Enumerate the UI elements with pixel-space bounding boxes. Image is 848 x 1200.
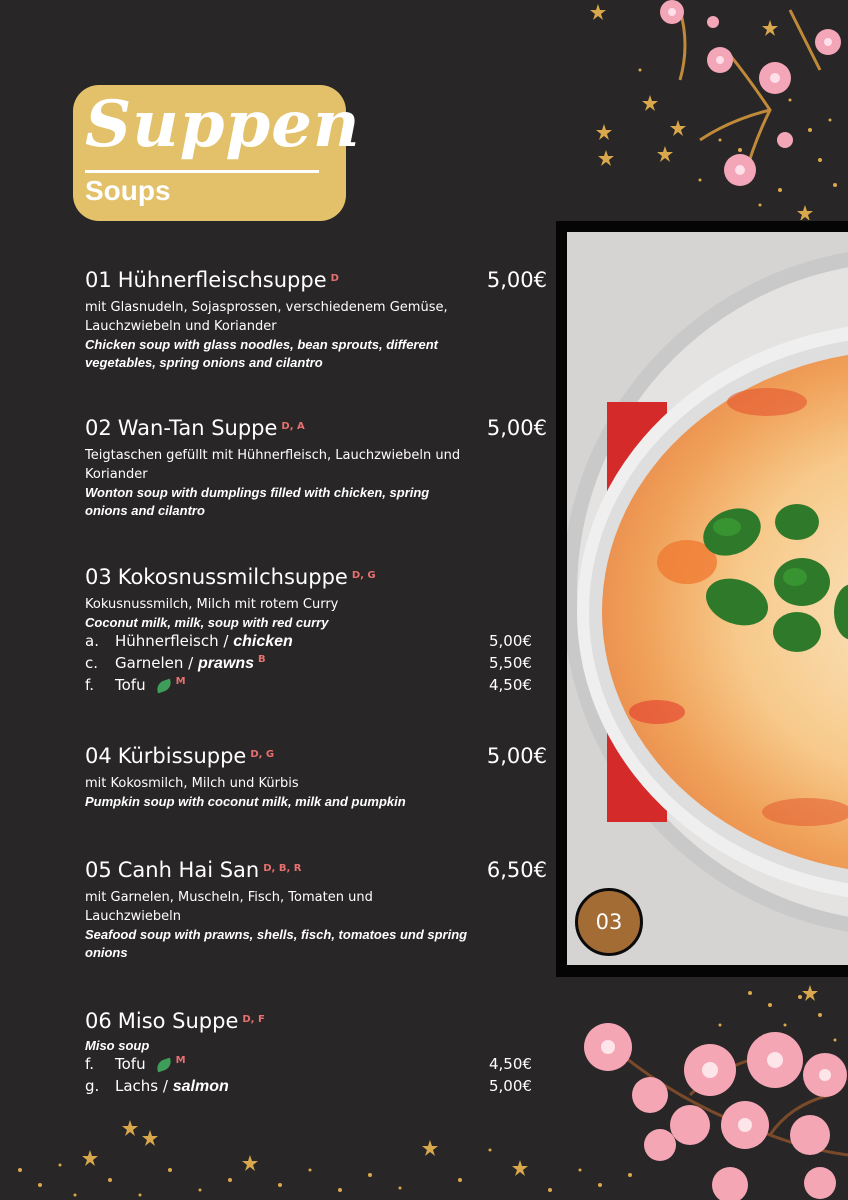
allergen-codes: M xyxy=(175,676,186,687)
soup-photo-frame xyxy=(556,221,848,977)
item-description-de: mit Garnelen, Muscheln, Fisch, Tomaten und Lauchzwiebeln xyxy=(85,890,373,924)
soup-photo-illustration xyxy=(567,232,848,965)
item-number: 01 xyxy=(85,268,112,292)
variant-name xyxy=(115,676,186,694)
item-description-de: mit Glasnudeln, Sojasprossen, verschiedenem Gemüse, Lauchzwiebeln und Koriander xyxy=(85,300,448,334)
variant-name-de: Lachs / xyxy=(115,1077,168,1095)
variant-name-de: Tofu xyxy=(115,676,146,694)
cherry-blossom-bottom-decoration xyxy=(570,985,848,1200)
variant-name-en: prawns xyxy=(197,655,254,672)
item-description-en: Miso soup xyxy=(85,1038,150,1053)
menu-item-04 xyxy=(85,744,555,811)
variant-row xyxy=(85,654,555,676)
variant-price: 5,00€ xyxy=(489,1077,532,1095)
variant-price: 4,50€ xyxy=(489,1055,532,1073)
variant-name-de: Garnelen / xyxy=(115,654,194,672)
item-name: Miso Suppe xyxy=(117,1009,239,1033)
item-number: 05 xyxy=(85,858,112,882)
allergen-codes: B xyxy=(257,654,266,665)
item-description-en: Coconut milk, milk, soup with red curry xyxy=(85,615,329,630)
variant-price: 5,50€ xyxy=(489,654,532,672)
item-name: Kürbissuppe xyxy=(117,744,247,768)
photo-item-badge: 03 xyxy=(575,888,643,956)
allergen-codes: D, A xyxy=(281,420,305,432)
item-name: Wan-Tan Suppe xyxy=(117,416,278,440)
item-description-en: Pumpkin soup with coconut milk, milk and pumpkin xyxy=(85,794,406,809)
variant-name xyxy=(115,632,293,651)
menu-item-01 xyxy=(85,268,555,372)
variant-row xyxy=(85,676,555,698)
cherry-blossom-top-decoration xyxy=(580,0,848,220)
item-name: Kokosnussmilchsuppe xyxy=(117,565,348,589)
variant-name xyxy=(115,654,266,673)
variant-name-en: chicken xyxy=(233,633,293,650)
variant-letter: f. xyxy=(85,1055,94,1073)
menu-item-03 xyxy=(85,565,555,698)
variant-letter: a. xyxy=(85,632,99,650)
allergen-codes: D, G xyxy=(250,748,275,760)
menu-item-02 xyxy=(85,416,555,520)
variant-name-de: Hühnerfleisch / xyxy=(115,632,229,650)
variant-row xyxy=(85,1077,555,1099)
variant-name xyxy=(115,1055,186,1073)
variant-letter: g. xyxy=(85,1077,100,1095)
soup-photo xyxy=(567,232,848,965)
item-description-en: Seafood soup with prawns, shells, fisch, tomatoes und spring onions xyxy=(85,927,468,960)
variant-letter: f. xyxy=(85,676,94,694)
variant-price: 4,50€ xyxy=(489,676,532,694)
leaf-icon xyxy=(154,678,172,693)
menu-item-06 xyxy=(85,1009,555,1099)
item-price: 5,00€ xyxy=(486,416,547,440)
variant-price: 5,00€ xyxy=(489,632,532,650)
leaf-icon xyxy=(154,1057,172,1072)
item-name: Hühnerfleischsuppe xyxy=(117,268,327,292)
title-underline xyxy=(85,170,319,173)
variant-name-de: Tofu xyxy=(115,1055,146,1073)
menu-item-05 xyxy=(85,858,555,962)
section-subtitle: Soups xyxy=(85,175,171,206)
variant-row xyxy=(85,632,555,654)
item-description-de: mit Kokosmilch, Milch und Kürbis xyxy=(85,776,299,791)
allergen-codes: D, F xyxy=(242,1013,265,1025)
item-description-de: Teigtaschen gefüllt mit Hühnerfleisch, Lauchzwiebeln und Koriander xyxy=(85,448,461,482)
section-title: Suppen xyxy=(85,87,361,162)
item-description-en: Chicken soup with glass noodles, bean sprouts, different vegetables, spring onions and cilantro xyxy=(85,337,438,370)
item-number: 04 xyxy=(85,744,112,768)
item-number: 03 xyxy=(85,565,112,589)
variant-row xyxy=(85,1055,555,1077)
item-number: 06 xyxy=(85,1009,112,1033)
gold-stars-bottom-decoration xyxy=(0,1110,600,1200)
item-name: Canh Hai San xyxy=(117,858,260,882)
item-price: 5,00€ xyxy=(486,744,547,768)
variant-name xyxy=(115,1077,229,1096)
item-number: 02 xyxy=(85,416,112,440)
variant-letter: c. xyxy=(85,654,99,672)
allergen-codes: M xyxy=(175,1055,186,1066)
section-header-badge xyxy=(73,85,361,221)
item-description-de: Kokusnussmilch, Milch mit rotem Curry xyxy=(85,597,339,612)
item-description-en: Wonton soup with dumplings filled with chicken, spring onions and cilantro xyxy=(85,485,430,518)
item-price: 5,00€ xyxy=(486,268,547,292)
allergen-codes: D, B, R xyxy=(263,862,302,874)
allergen-codes: D xyxy=(330,272,339,284)
variant-name-en: salmon xyxy=(172,1078,229,1095)
item-price: 6,50€ xyxy=(486,858,547,882)
allergen-codes: D, G xyxy=(351,569,376,581)
